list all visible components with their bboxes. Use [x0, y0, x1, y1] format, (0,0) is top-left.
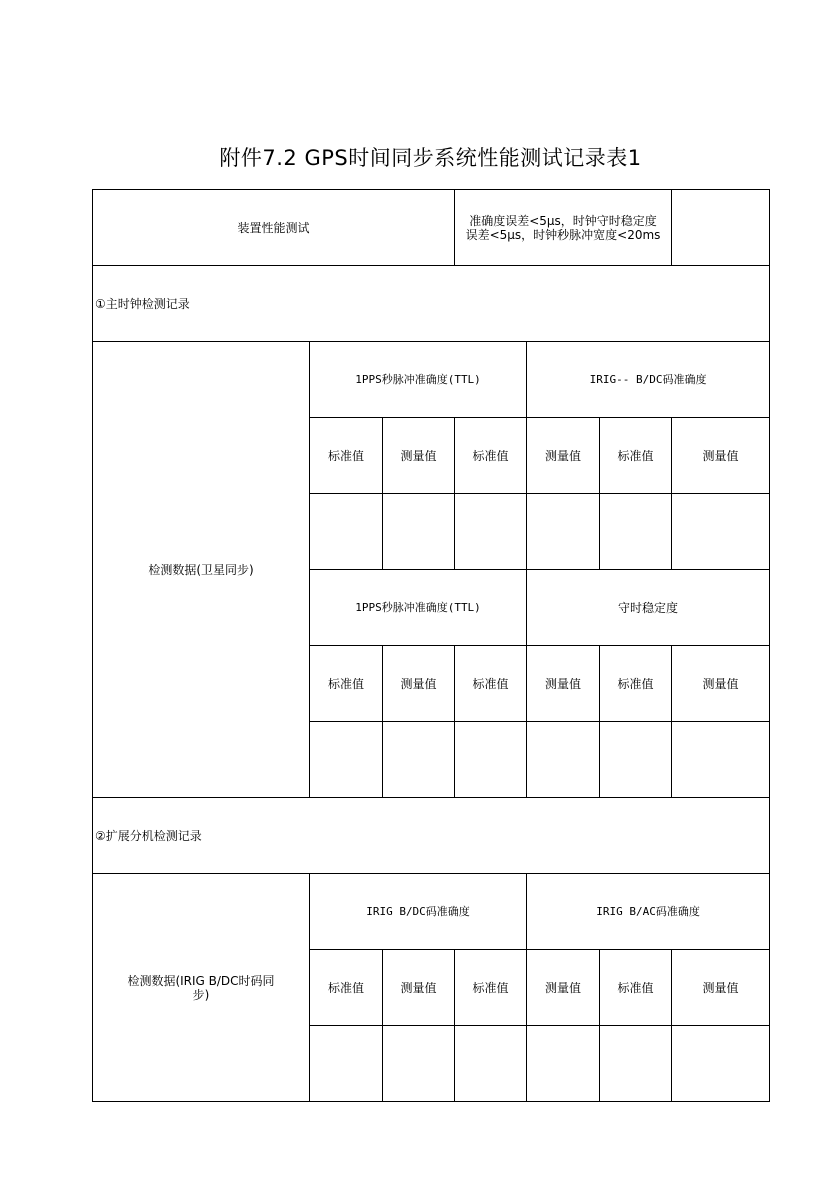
section1-group-a-row — [93, 342, 770, 418]
value-cell[interactable] — [672, 494, 770, 570]
section1-data-label: 检测数据(卫星同步) — [93, 342, 310, 798]
value-cell[interactable] — [310, 722, 383, 798]
value-cell[interactable] — [527, 1026, 600, 1102]
col-header: 标准值 — [600, 950, 672, 1026]
section1-heading: ①主时钟检测记录 — [93, 266, 770, 342]
section1-group-b-right: 守时稳定度 — [527, 570, 770, 646]
col-header: 标准值 — [600, 418, 672, 494]
col-header: 标准值 — [310, 646, 383, 722]
col-header: 测量值 — [672, 646, 770, 722]
col-header: 标准值 — [455, 950, 527, 1026]
value-cell[interactable] — [455, 722, 527, 798]
value-cell[interactable] — [600, 1026, 672, 1102]
section2-group-right: IRIG B/AC码准确度 — [527, 874, 770, 950]
value-cell[interactable] — [600, 494, 672, 570]
col-header: 标准值 — [455, 418, 527, 494]
value-cell[interactable] — [310, 494, 383, 570]
col-header: 测量值 — [527, 950, 600, 1026]
performance-requirement: 准确度误差<5μs，时钟守时稳定度误差<5μs，时钟秒脉冲宽度<20ms — [455, 190, 672, 266]
value-cell[interactable] — [383, 1026, 455, 1102]
col-header: 测量值 — [672, 950, 770, 1026]
performance-row — [93, 190, 770, 266]
section2-data-label: 检测数据(IRIG B/DC时码同步) — [93, 874, 310, 1102]
value-cell[interactable] — [383, 722, 455, 798]
section2-group-row — [93, 874, 770, 950]
value-cell[interactable] — [383, 494, 455, 570]
section2-heading-row — [93, 798, 770, 874]
col-header: 标准值 — [600, 646, 672, 722]
col-header: 测量值 — [527, 646, 600, 722]
value-cell[interactable] — [672, 722, 770, 798]
value-cell[interactable] — [527, 722, 600, 798]
col-header: 测量值 — [383, 646, 455, 722]
page-title: 附件7.2 GPS时间同步系统性能测试记录表1 — [219, 146, 642, 170]
section2-group-left: IRIG B/DC码准确度 — [310, 874, 527, 950]
value-cell[interactable] — [672, 1026, 770, 1102]
section2-heading: ②扩展分机检测记录 — [93, 798, 770, 874]
col-header: 测量值 — [383, 950, 455, 1026]
col-header: 测量值 — [527, 418, 600, 494]
value-cell[interactable] — [455, 494, 527, 570]
col-header: 标准值 — [455, 646, 527, 722]
section1-group-a-right: IRIG-- B/DC码准确度 — [527, 342, 770, 418]
section1-heading-row — [93, 266, 770, 342]
col-header: 测量值 — [383, 418, 455, 494]
col-header: 标准值 — [310, 950, 383, 1026]
section1-group-a-left: 1PPS秒脉冲准确度(TTL) — [310, 342, 527, 418]
value-cell[interactable] — [527, 494, 600, 570]
value-cell[interactable] — [600, 722, 672, 798]
col-header: 标准值 — [310, 418, 383, 494]
section1-group-b-left: 1PPS秒脉冲准确度(TTL) — [310, 570, 527, 646]
performance-label: 装置性能测试 — [93, 190, 455, 266]
performance-result-cell[interactable] — [672, 190, 770, 266]
col-header: 测量值 — [672, 418, 770, 494]
test-record-table — [92, 189, 770, 1102]
value-cell[interactable] — [455, 1026, 527, 1102]
value-cell[interactable] — [310, 1026, 383, 1102]
